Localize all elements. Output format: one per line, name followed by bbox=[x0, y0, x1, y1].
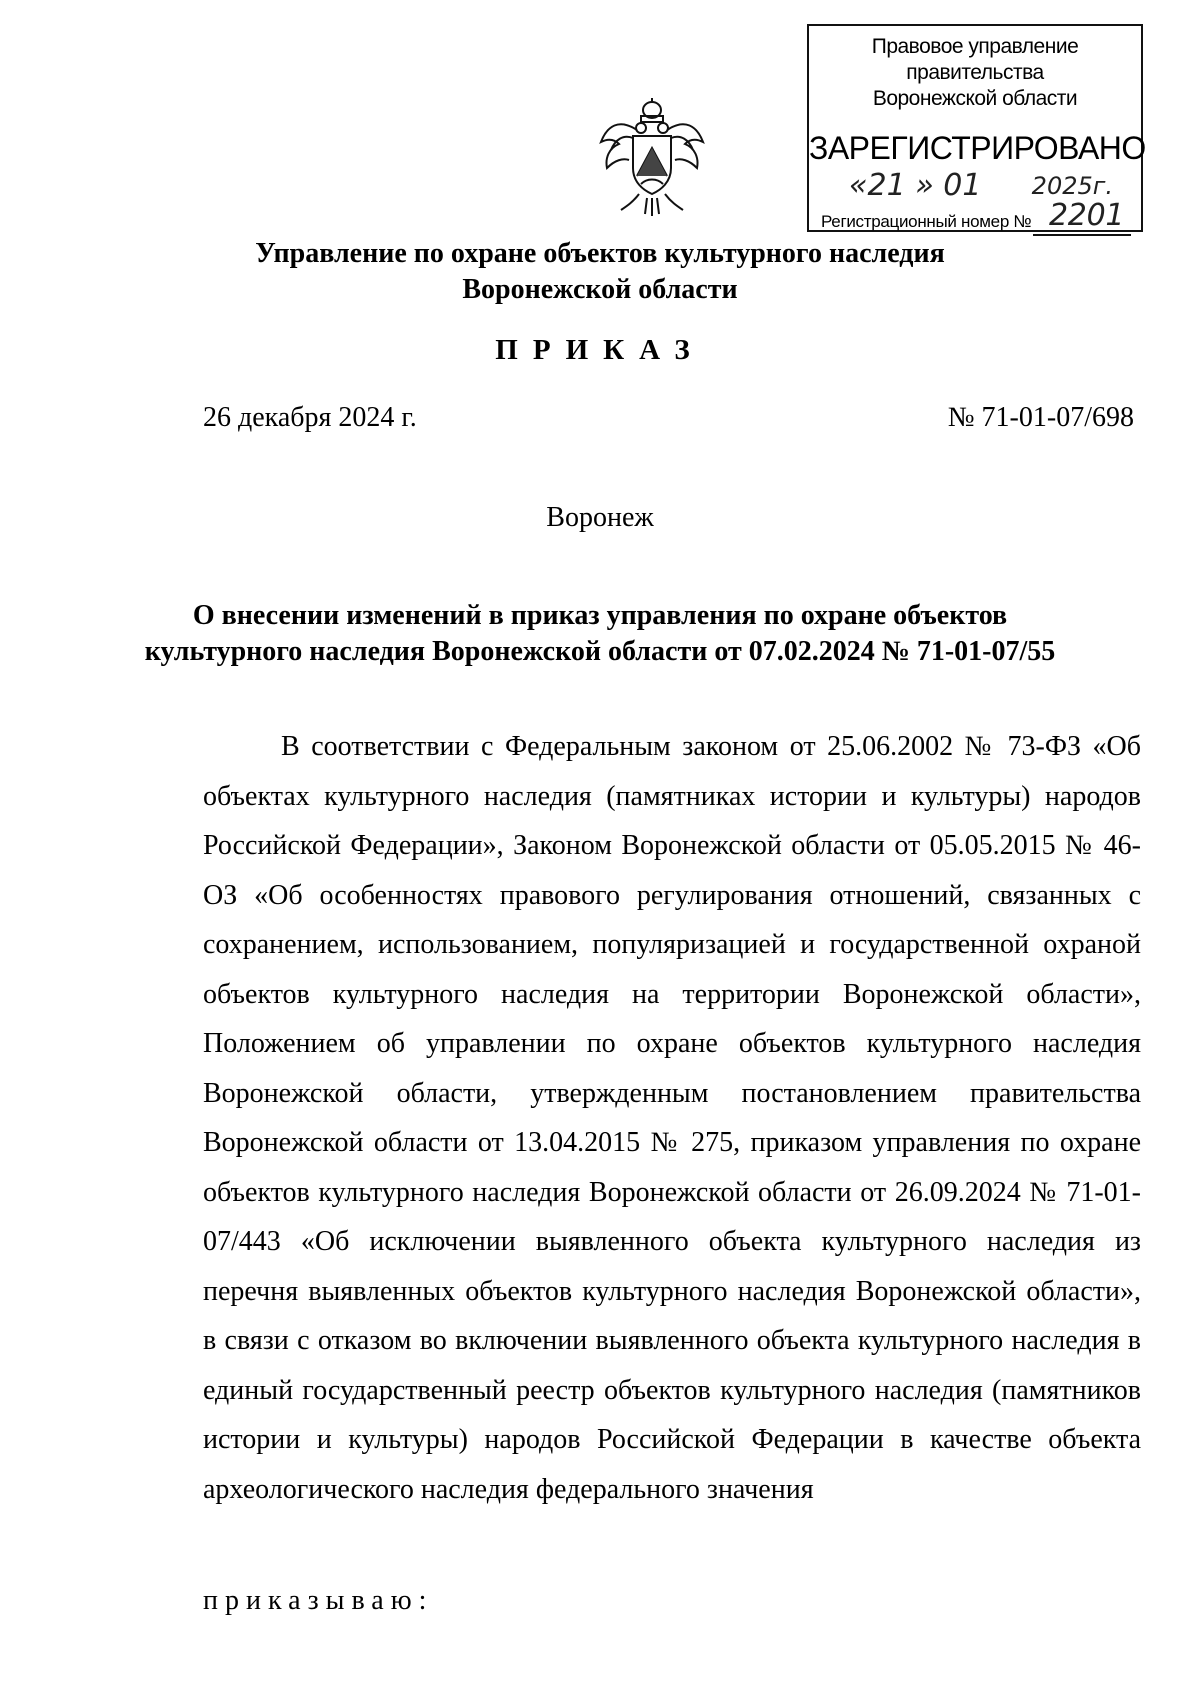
stamp-org-line2: Воронежской области bbox=[872, 87, 1078, 110]
document-city: Воронеж bbox=[546, 502, 654, 533]
stamp-date-day-month: «21 » 01 bbox=[849, 168, 982, 203]
stamp-date-year: 2025г. bbox=[1031, 172, 1113, 200]
document-subject-line1: О внесении изменений в приказ управления по охране объектов bbox=[192, 600, 1008, 631]
body-paragraph: В соответствии с Федеральным законом от 25.06.2002 № 73-ФЗ «Об объектах культурного наследия (памятниках истории и культуры) народов Российской Федерации», Законом Воронежской области от 05.05.2015 № 46-ОЗ «Об особенностях правового регулирования отношений, связанных с сохранением, использованием, популяризацией и государственной охраной объектов культурного наследия на территории Воронежской области», Положением об управлении по охране объектов культурного наследия Воронежской области, утвержденным постановлением правительства Воронежской области от 13.04.2015 № 275, приказом управления по охране объектов культурного наследия Воронежской области от 26.09.2024 № 71-01-07/443 «Об исключении выявленного объекта культурного наследия из перечня выявленных объектов культурного наследия Воронежской области», в связи с отказом во включении выявленного объекта культурного наследия в единый государственный реестр объектов культурного наследия (памятников истории и культуры) народов Российской Федерации в качестве объекта археологического наследия федерального значения bbox=[203, 731, 1141, 1505]
organization-title-line1: Управление по охране объектов культурного наследия bbox=[255, 238, 945, 269]
document-date: 26 декабря 2024 г. bbox=[203, 402, 417, 433]
stamp-regnum-label: Регистрационный номер № bbox=[821, 212, 1032, 231]
registration-stamp bbox=[807, 24, 1146, 233]
stamp-regnum-row bbox=[821, 198, 1131, 233]
stamp-org-line1: Правовое управление правительства bbox=[871, 35, 1079, 84]
document-type-title: ПРИКАЗ bbox=[495, 334, 705, 366]
document-subject-line2: культурного наследия Воронежской области от 07.02.2024 № 71-01-07/55 bbox=[144, 636, 1056, 667]
organization-title bbox=[0, 236, 1200, 308]
document-subject bbox=[0, 598, 1200, 670]
order-verb: приказываю: bbox=[203, 1585, 434, 1616]
document-number: № 71-01-07/698 bbox=[947, 402, 1134, 433]
organization-title-line2: Воронежской области bbox=[462, 274, 738, 305]
stamp-date-row bbox=[849, 166, 1125, 202]
coat-of-arms-emblem bbox=[597, 98, 707, 216]
stamp-registered-label: ЗАРЕГИСТРИРОВАНО bbox=[809, 130, 1146, 166]
stamp-regnum-value: 2201 bbox=[1049, 198, 1125, 233]
